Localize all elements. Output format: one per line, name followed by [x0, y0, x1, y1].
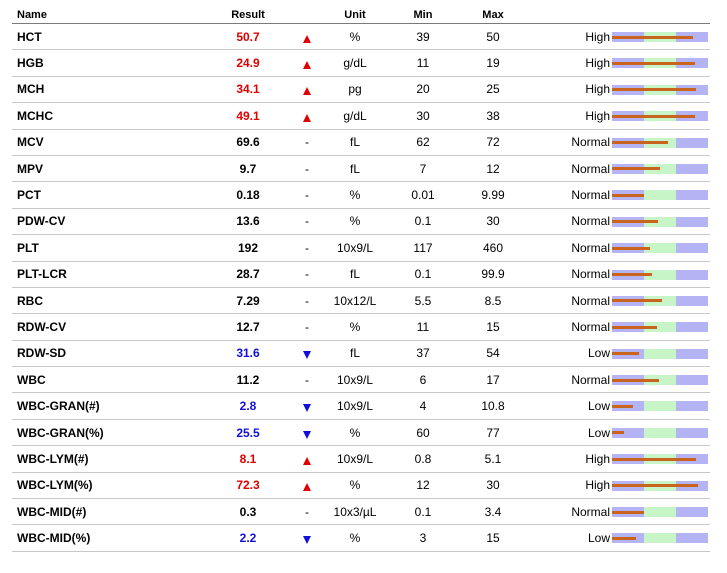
- test-name: RBC: [17, 293, 43, 308]
- table-row: [12, 156, 710, 182]
- unit-value: fL: [349, 161, 360, 176]
- test-name: RDW-SD: [17, 346, 67, 361]
- unit-value: 10x9/L: [336, 240, 374, 255]
- result-value: 31.6: [236, 346, 260, 361]
- flag-cell: [292, 262, 322, 287]
- arrow-up-icon: [303, 457, 311, 465]
- range-bar: [612, 499, 708, 524]
- table-row: [12, 288, 710, 314]
- unit-value: 10x9/L: [336, 372, 374, 387]
- range-bar: [612, 393, 708, 418]
- result-value: 7.29: [236, 293, 260, 308]
- flag-cell: [292, 156, 322, 181]
- test-name: PLT-LCR: [17, 267, 67, 282]
- table-row: [12, 235, 710, 261]
- flag-cell: [292, 341, 322, 366]
- max-value: 15: [486, 531, 500, 546]
- table-row: [12, 24, 710, 50]
- table-row: [12, 473, 710, 499]
- range-bar-high-segment: [676, 190, 708, 200]
- range-bar: [612, 103, 708, 128]
- status-label: High: [585, 478, 610, 493]
- flag-cell: [292, 473, 322, 498]
- range-bar-high-segment: [676, 375, 708, 385]
- test-name: MCH: [17, 82, 45, 97]
- range-bar-indicator: [612, 484, 698, 487]
- flag-cell: [292, 420, 322, 445]
- min-value: 0.1: [414, 504, 432, 519]
- range-bar-norm-segment: [644, 190, 677, 200]
- status-label: Normal: [571, 135, 610, 150]
- test-name: WBC: [17, 372, 46, 387]
- test-name: WBC-MID(#): [17, 504, 87, 519]
- range-bar-high-segment: [676, 164, 708, 174]
- min-value: 60: [416, 425, 430, 440]
- range-bar: [612, 262, 708, 287]
- arrow-up-icon: [303, 87, 311, 95]
- status-label: Low: [587, 531, 610, 546]
- range-bar-indicator: [612, 511, 644, 514]
- table-row: [12, 341, 710, 367]
- range-bar-norm-segment: [644, 507, 677, 517]
- result-value: 34.1: [236, 82, 260, 97]
- result-value: 49.1: [236, 108, 260, 123]
- table-row: [12, 103, 710, 129]
- range-bar-indicator: [612, 62, 695, 65]
- flag-cell: [292, 209, 322, 234]
- min-value: 117: [413, 240, 433, 255]
- unit-value: fL: [349, 346, 360, 361]
- unit-value: %: [349, 188, 361, 203]
- max-value: 5.1: [484, 451, 502, 466]
- dash-icon: -: [305, 504, 309, 519]
- range-bar: [612, 525, 708, 550]
- min-value: 30: [416, 108, 430, 123]
- table-row: [12, 50, 710, 76]
- arrow-up-icon: [303, 35, 311, 43]
- unit-value: %: [349, 29, 361, 44]
- table-row: [12, 499, 710, 525]
- range-bar-high-segment: [676, 138, 708, 148]
- test-name: HGB: [17, 56, 44, 71]
- range-bar-norm-segment: [644, 349, 677, 359]
- range-bar: [612, 77, 708, 102]
- min-value: 0.8: [414, 451, 432, 466]
- unit-value: pg: [348, 82, 362, 97]
- flag-cell: [292, 314, 322, 339]
- status-label: Normal: [571, 214, 610, 229]
- range-bar: [612, 288, 708, 313]
- table-header: [12, 7, 710, 24]
- status-label: Normal: [571, 267, 610, 282]
- max-value: 19: [486, 56, 500, 71]
- max-value: 72: [486, 135, 500, 150]
- range-bar: [612, 473, 708, 498]
- flag-cell: [292, 103, 322, 128]
- test-name: MCV: [17, 135, 44, 150]
- status-label: High: [585, 108, 610, 123]
- max-value: 15: [486, 319, 500, 334]
- header-max: Max: [482, 9, 504, 21]
- arrow-up-icon: [303, 114, 311, 122]
- unit-value: fL: [349, 267, 360, 282]
- unit-value: 10x12/L: [333, 293, 377, 308]
- range-bar-indicator: [612, 247, 650, 250]
- range-bar: [612, 446, 708, 471]
- unit-value: %: [349, 214, 361, 229]
- table-row: [12, 262, 710, 288]
- table-row: [12, 182, 710, 208]
- status-label: High: [585, 56, 610, 71]
- table-row: [12, 420, 710, 446]
- table-row: [12, 209, 710, 235]
- min-value: 0.1: [414, 214, 432, 229]
- max-value: 12: [486, 161, 500, 176]
- range-bar-high-segment: [676, 296, 708, 306]
- unit-value: g/dL: [343, 56, 367, 71]
- range-bar-high-segment: [676, 507, 708, 517]
- result-value: 28.7: [236, 267, 260, 282]
- header-unit: Unit: [344, 9, 366, 21]
- range-bar-track: [612, 428, 708, 438]
- table-row: [12, 393, 710, 419]
- max-value: 38: [486, 108, 500, 123]
- min-value: 37: [416, 346, 430, 361]
- range-bar-indicator: [612, 458, 696, 461]
- table-row: [12, 130, 710, 156]
- flag-cell: [292, 288, 322, 313]
- flag-cell: [292, 525, 322, 550]
- result-value: 192: [237, 240, 259, 255]
- unit-value: %: [349, 531, 361, 546]
- test-name: WBC-GRAN(#): [17, 399, 100, 414]
- range-bar-indicator: [612, 352, 639, 355]
- arrow-down-icon: [303, 404, 311, 412]
- range-bar-indicator: [612, 115, 695, 118]
- max-value: 99.9: [481, 267, 505, 282]
- max-value: 17: [486, 372, 500, 387]
- min-value: 5.5: [414, 293, 432, 308]
- status-label: Normal: [571, 504, 610, 519]
- max-value: 54: [486, 346, 500, 361]
- range-bar: [612, 130, 708, 155]
- status-label: Normal: [571, 161, 610, 176]
- unit-value: %: [349, 425, 361, 440]
- dash-icon: -: [305, 372, 309, 387]
- range-bar: [612, 182, 708, 207]
- flag-cell: [292, 446, 322, 471]
- status-label: Normal: [571, 293, 610, 308]
- arrow-up-icon: [303, 61, 311, 69]
- range-bar-indicator: [612, 537, 636, 540]
- result-value: 0.18: [236, 188, 260, 203]
- max-value: 30: [486, 214, 500, 229]
- test-name: PLT: [17, 240, 39, 255]
- flag-cell: [292, 130, 322, 155]
- status-label: Low: [587, 346, 610, 361]
- max-value: 25: [486, 82, 500, 97]
- min-value: 3: [419, 531, 427, 546]
- table-row: [12, 446, 710, 472]
- range-bar-norm-segment: [644, 401, 677, 411]
- flag-cell: [292, 182, 322, 207]
- min-value: 6: [419, 372, 427, 387]
- range-bar: [612, 156, 708, 181]
- range-bar-indicator: [612, 299, 662, 302]
- result-value: 12.7: [236, 319, 260, 334]
- flag-cell: [292, 367, 322, 392]
- max-value: 10.8: [481, 399, 505, 414]
- range-bar-indicator: [612, 431, 624, 434]
- header-name: Name: [17, 9, 47, 21]
- result-value: 25.5: [236, 425, 260, 440]
- flag-cell: [292, 77, 322, 102]
- max-value: 30: [486, 478, 500, 493]
- range-bar-indicator: [612, 220, 658, 223]
- status-label: Low: [587, 399, 610, 414]
- range-bar-norm-segment: [644, 428, 677, 438]
- range-bar: [612, 314, 708, 339]
- status-label: Normal: [571, 188, 610, 203]
- range-bar-indicator: [612, 326, 657, 329]
- result-value: 69.6: [236, 135, 260, 150]
- table-row: [12, 77, 710, 103]
- status-label: Low: [587, 425, 610, 440]
- max-value: 8.5: [484, 293, 502, 308]
- range-bar-high-segment: [676, 217, 708, 227]
- unit-value: 10x3/µL: [333, 504, 377, 519]
- range-bar: [612, 420, 708, 445]
- status-label: Normal: [571, 240, 610, 255]
- status-label: High: [585, 82, 610, 97]
- result-value: 0.3: [239, 504, 257, 519]
- table-row: [12, 314, 710, 340]
- min-value: 12: [416, 478, 430, 493]
- dash-icon: -: [305, 161, 309, 176]
- range-bar-indicator: [612, 379, 659, 382]
- dash-icon: -: [305, 214, 309, 229]
- range-bar-indicator: [612, 194, 644, 197]
- dash-icon: -: [305, 319, 309, 334]
- table-row: [12, 367, 710, 393]
- min-value: 39: [416, 29, 430, 44]
- max-value: 50: [486, 29, 500, 44]
- test-name: PCT: [17, 188, 41, 203]
- max-value: 3.4: [484, 504, 502, 519]
- table-row: [12, 525, 710, 551]
- test-name: WBC-GRAN(%): [17, 425, 104, 440]
- min-value: 11: [416, 319, 430, 334]
- table-body: [12, 24, 710, 552]
- flag-cell: [292, 24, 322, 49]
- min-value: 7: [419, 161, 427, 176]
- unit-value: %: [349, 319, 361, 334]
- range-bar: [612, 209, 708, 234]
- range-bar: [612, 24, 708, 49]
- test-name: PDW-CV: [17, 214, 66, 229]
- test-name: WBC-LYM(#): [17, 451, 89, 466]
- lab-results-table: [12, 7, 710, 552]
- result-value: 72.3: [236, 478, 260, 493]
- min-value: 0.1: [414, 267, 432, 282]
- range-bar: [612, 50, 708, 75]
- result-value: 2.8: [239, 399, 257, 414]
- range-bar-high-segment: [676, 533, 708, 543]
- arrow-down-icon: [303, 536, 311, 544]
- test-name: WBC-LYM(%): [17, 478, 93, 493]
- dash-icon: -: [305, 188, 309, 203]
- range-bar-norm-segment: [644, 533, 677, 543]
- status-label: High: [585, 29, 610, 44]
- range-bar-indicator: [612, 88, 696, 91]
- test-name: WBC-MID(%): [17, 531, 91, 546]
- flag-cell: [292, 499, 322, 524]
- range-bar: [612, 367, 708, 392]
- unit-value: fL: [349, 135, 360, 150]
- test-name: RDW-CV: [17, 319, 67, 334]
- header-result: Result: [231, 9, 265, 21]
- header-min: Min: [413, 9, 433, 21]
- dash-icon: -: [305, 135, 309, 150]
- unit-value: %: [349, 478, 361, 493]
- result-value: 8.1: [239, 451, 257, 466]
- result-value: 50.7: [236, 29, 260, 44]
- range-bar-high-segment: [676, 401, 708, 411]
- test-name: MPV: [17, 161, 44, 176]
- test-name: MCHC: [17, 108, 53, 123]
- min-value: 0.01: [411, 188, 435, 203]
- min-value: 20: [416, 82, 430, 97]
- arrow-up-icon: [303, 483, 311, 491]
- status-label: Normal: [571, 372, 610, 387]
- dash-icon: -: [305, 240, 309, 255]
- range-bar-indicator: [612, 36, 693, 39]
- max-value: 460: [482, 240, 504, 255]
- range-bar: [612, 235, 708, 260]
- range-bar-indicator: [612, 405, 633, 408]
- dash-icon: -: [305, 293, 309, 308]
- min-value: 4: [419, 399, 427, 414]
- test-name: HCT: [17, 29, 42, 44]
- result-value: 2.2: [239, 531, 257, 546]
- range-bar-indicator: [612, 273, 652, 276]
- range-bar-indicator: [612, 141, 668, 144]
- range-bar-high-segment: [676, 243, 708, 253]
- unit-value: 10x9/L: [336, 399, 374, 414]
- unit-value: 10x9/L: [336, 451, 374, 466]
- range-bar-high-segment: [676, 322, 708, 332]
- status-label: High: [585, 451, 610, 466]
- dash-icon: -: [305, 267, 309, 282]
- range-bar-high-segment: [676, 270, 708, 280]
- range-bar: [612, 341, 708, 366]
- flag-cell: [292, 50, 322, 75]
- range-bar-indicator: [612, 167, 660, 170]
- result-value: 11.2: [236, 372, 260, 387]
- min-value: 62: [416, 135, 430, 150]
- min-value: 11: [416, 56, 430, 71]
- arrow-down-icon: [303, 431, 311, 439]
- flag-cell: [292, 235, 322, 260]
- unit-value: g/dL: [343, 108, 367, 123]
- result-value: 13.6: [236, 214, 260, 229]
- result-value: 9.7: [239, 161, 257, 176]
- result-value: 24.9: [236, 56, 260, 71]
- range-bar-high-segment: [676, 349, 708, 359]
- flag-cell: [292, 393, 322, 418]
- max-value: 77: [486, 425, 500, 440]
- range-bar-high-segment: [676, 428, 708, 438]
- max-value: 9.99: [481, 188, 505, 203]
- status-label: Normal: [571, 319, 610, 334]
- arrow-down-icon: [303, 351, 311, 359]
